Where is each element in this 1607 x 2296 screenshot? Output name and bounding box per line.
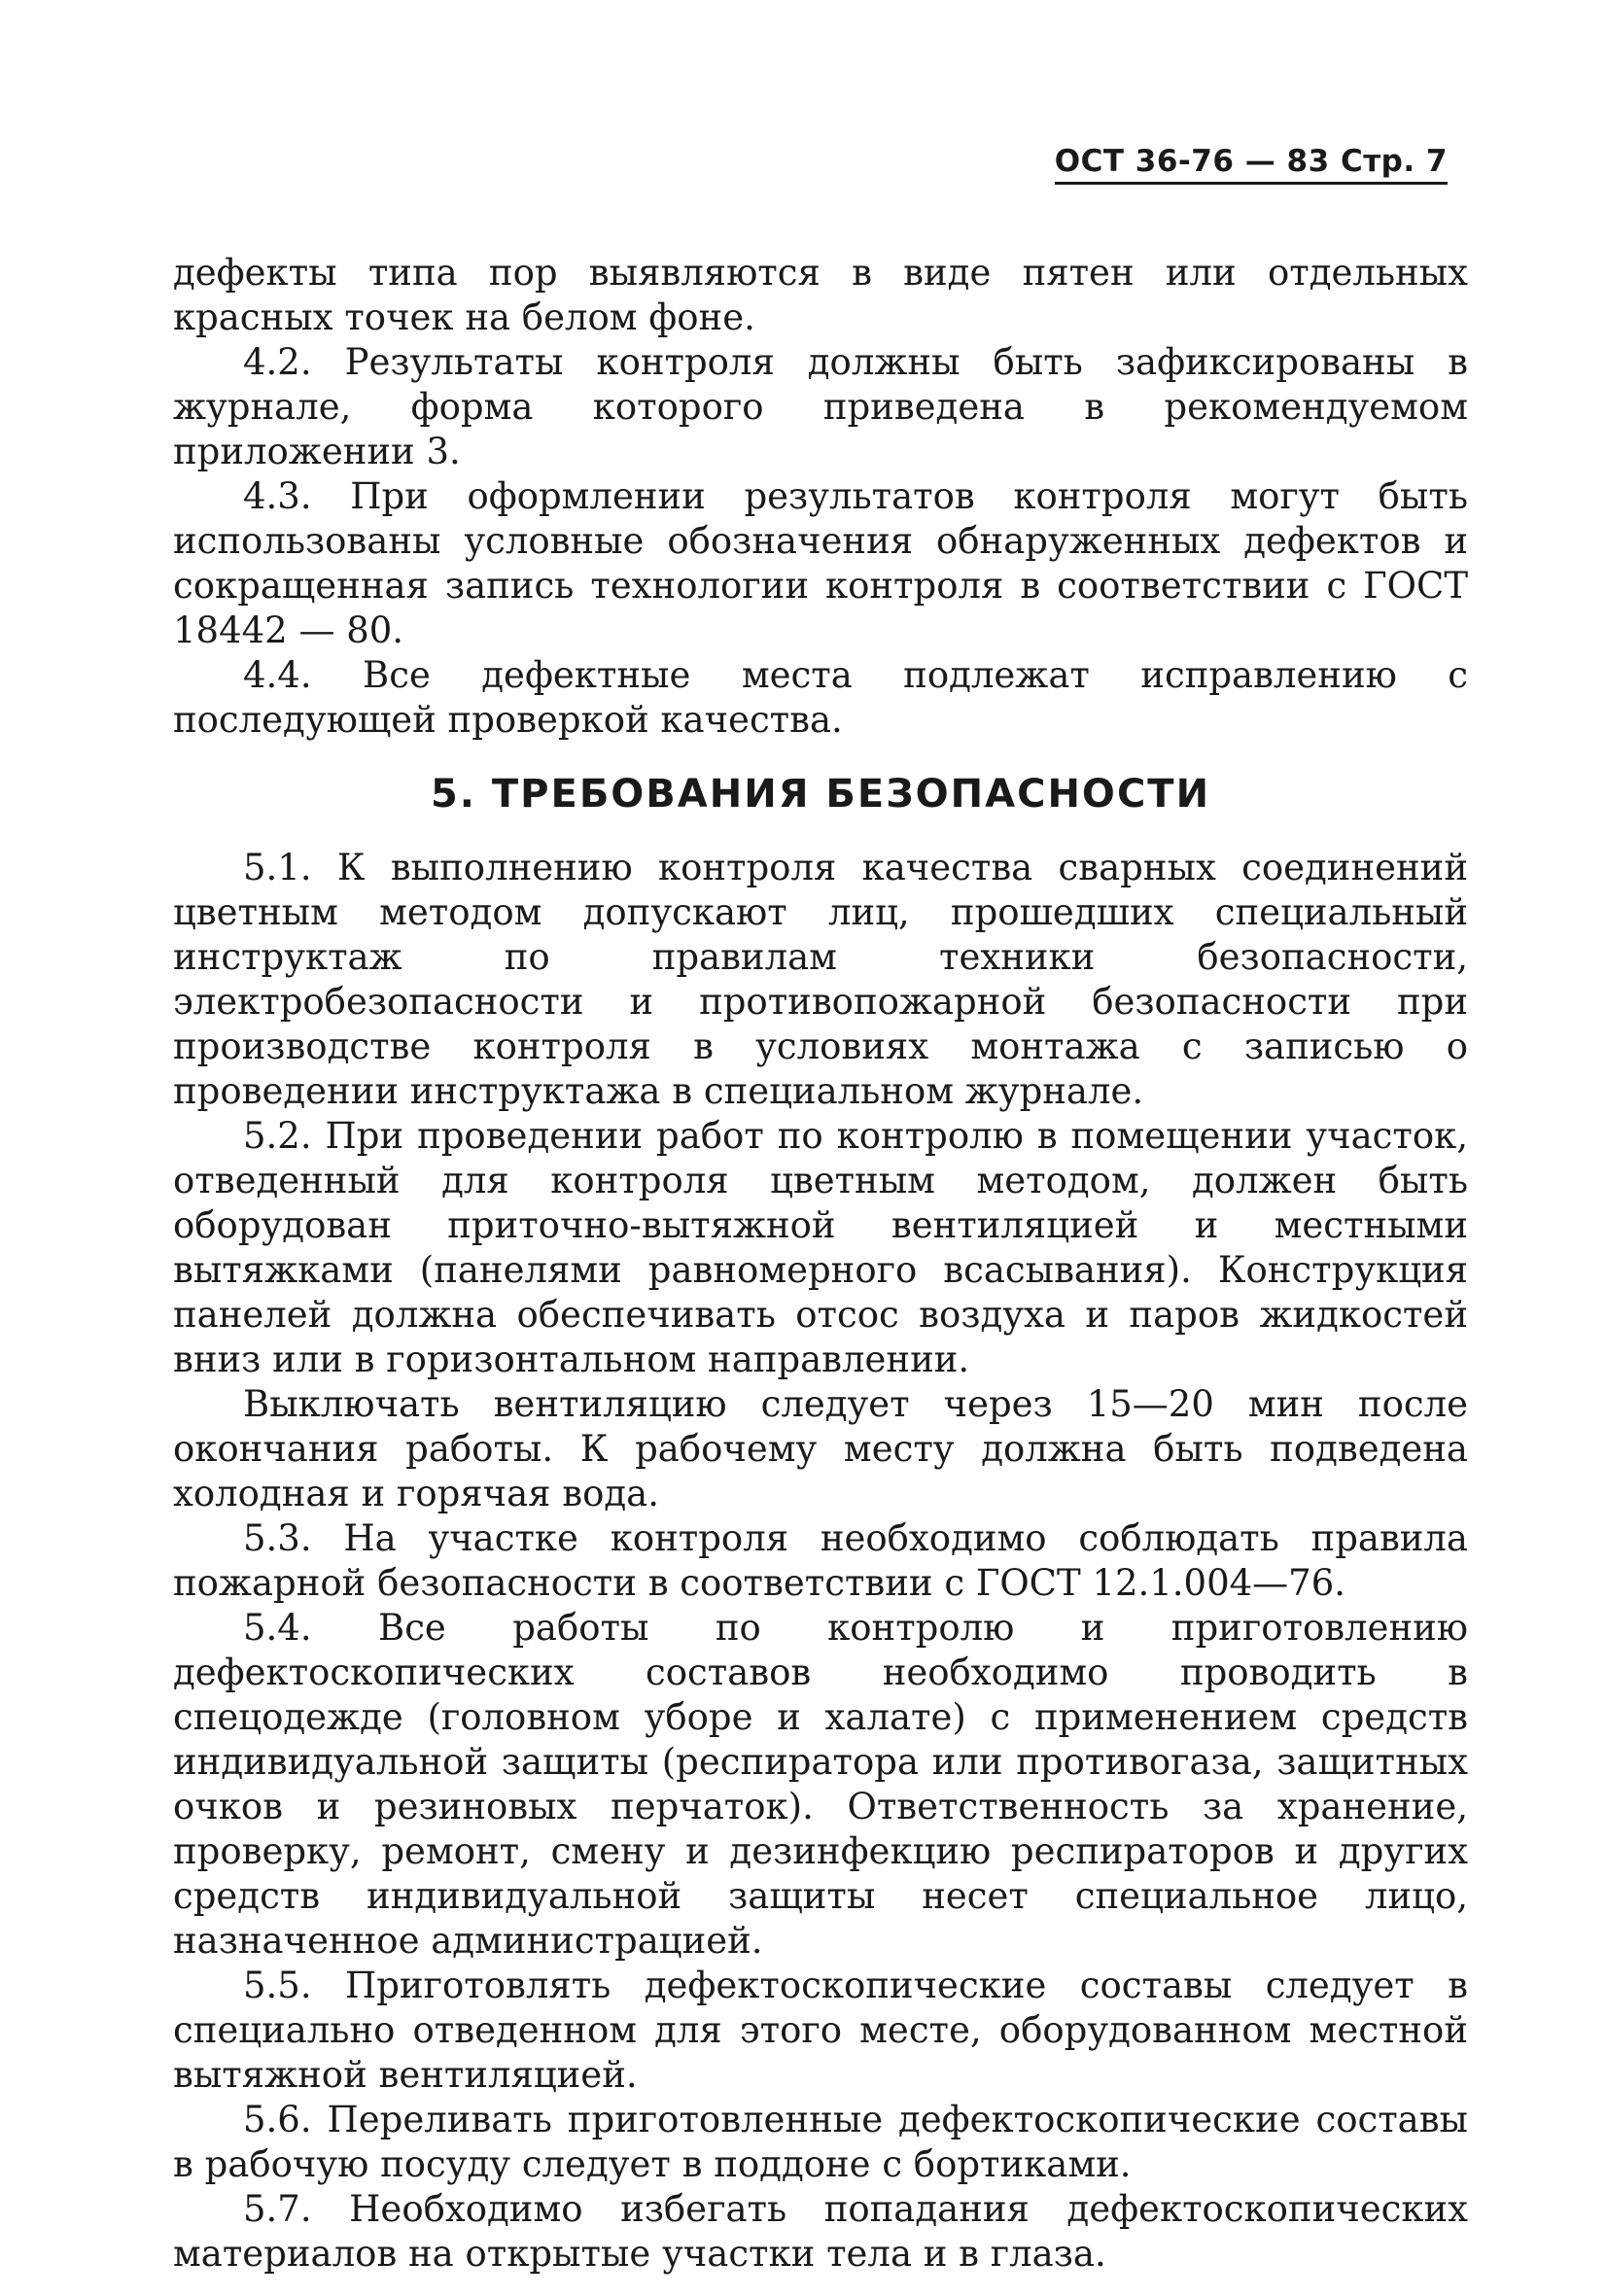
page-header: ОСТ 36-76 — 83 Стр. 7	[1055, 144, 1448, 185]
paragraph-4-2: 4.2. Результаты контроля должны быть зафиксированы в журнале, форма которого приведена в рекомендуемом приложении 3.	[173, 341, 1468, 472]
paragraph-5-3: 5.3. На участке контроля необходимо соблюдать правила пожарной безопасности в соответствии с ГОСТ 12.1.004—76.	[173, 1517, 1468, 1604]
paragraph-4-3: 4.3. При оформлении результатов контроля могут быть использованы условные обозначения обнаруженных дефектов и сокращенная запись технологии контроля в соответствии с ГОСТ 18442 — 80.	[173, 475, 1468, 651]
paragraph-5-4: 5.4. Все работы по контролю и приготовлению дефектоскопических составов необходимо проводить в спецодежде (головном уборе и халате) с применением средств индивидуальной защиты (респиратора или противогаза, защитных очков и резиновых перчаток). Ответственность за хранение, проверку, ремонт, смену и дезинфекцию респираторов и других средств индивидуальной защиты несет специальное лицо, назначенное администрацией.	[173, 1607, 1468, 1962]
paragraph-5-7: 5.7. Необходимо избегать попадания дефектоскопических материалов на открытые участки тела и в глаза.	[173, 2188, 1468, 2275]
paragraph-5-1: 5.1. К выполнению контроля качества сварных соединений цветным методом допускают лиц, прошедших специальный инструктаж по правилам техники безопасности, электробезопасности и противопожарной безопасности при производстве контроля в условиях монтажа с записью о проведении инструктажа в специальном журнале.	[173, 847, 1468, 1112]
paragraph-5-6: 5.6. Переливать приготовленные дефектоскопические составы в рабочую посуду следует в поддоне с бортиками.	[173, 2099, 1468, 2185]
paragraph-5-2: 5.2. При проведении работ по контролю в помещении участок, отведенный для контроля цветным методом, должен быть оборудован приточно-вытяжной вентиляцией и местными вытяжками (панелями равномерного всасывания). Конструкция панелей должна обеспечивать отсос воздуха и паров жидкостей вниз или в горизонтальном направлении.	[173, 1115, 1468, 1380]
paragraph-continuation: дефекты типа пор выявляются в виде пятен или отдельных красных точек на белом фоне.	[173, 252, 1468, 338]
document-body	[173, 251, 1468, 2277]
paragraph-5-5: 5.5. Приготовлять дефектоскопические составы следует в специально отведенном для этого месте, оборудованном местной вытяжной вентиляцией.	[173, 1965, 1468, 2096]
paragraph-4-4: 4.4. Все дефектные места подлежат исправлению с последующей проверкой качества.	[173, 654, 1468, 741]
section-title-safety: 5. ТРЕБОВАНИЯ БЕЗОПАСНОСТИ	[430, 772, 1211, 817]
paragraph-5-2-cont: Выключать вентиляцию следует через 15—20 мин после окончания работы. К рабочему месту должна быть подведена холодная и горячая вода.	[173, 1383, 1468, 1514]
